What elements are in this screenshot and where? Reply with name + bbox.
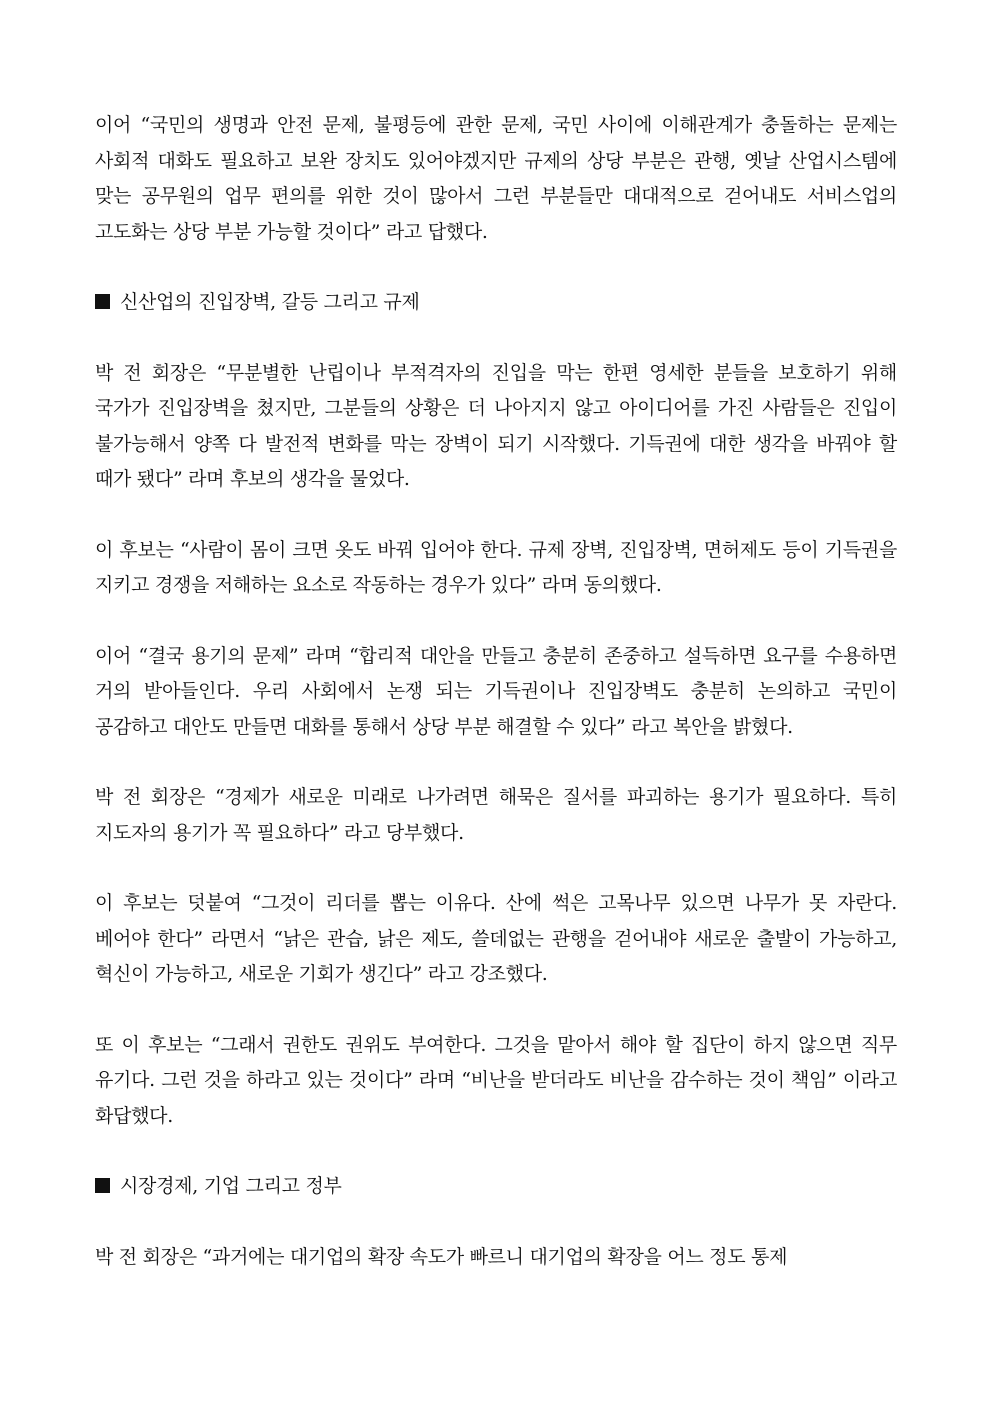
section-heading-text: 시장경제, 기업 그리고 정부 [120,1175,342,1197]
paragraph: 박 전 회장은 “경제가 새로운 미래로 나가려면 해묵은 질서를 파괴하는 용기가 필요하다. 특히 지도자의 용기가 꼭 필요하다” 라고 당부했다. [95,786,897,844]
section-heading [95,285,897,321]
paragraph: 박 전 회장은 “과거에는 대기업의 확장 속도가 빠르니 대기업의 확장을 어느 정도 통제 [95,1245,788,1268]
paragraph: 이 후보는 덧붙여 “그것이 리더를 뽑는 이유다. 산에 썩은 고목나무 있으면 나무가 못 자란다. 베어야 한다” 라면서 “낡은 관습, 낡은 제도, 쓸데없는 관행을 걷어내야 새로운 출발이 가능하고, 혁신이 가능하고, 새로운 기회가 생긴다” 라고 강조했다. [95,892,897,985]
square-bullet-icon [95,294,110,309]
section-heading [95,1169,897,1205]
document-page [95,108,897,1310]
paragraph: 이 후보는 “사람이 몸이 크면 옷도 바꿔 입어야 한다. 규제 장벽, 진입장벽, 면허제도 등이 기득권을 지키고 경쟁을 저해하는 요소로 작동하는 경우가 있다” 라며 동의했다. [95,538,897,596]
paragraph: 이어 “결국 용기의 문제” 라며 “합리적 대안을 만들고 충분히 존중하고 설득하면 요구를 수용하면 거의 받아들인다. 우리 사회에서 논쟁 되는 기득권이나 진입장벽도 충분히 논의하고 국민이 공감하고 대안도 만들면 대화를 통해서 상당 부분 해결할 수 있다” 라고 복안을 밝혔다. [95,644,897,738]
square-bullet-icon [95,1178,110,1193]
section-heading-text: 신산업의 진입장벽, 갈등 그리고 규제 [120,291,420,313]
paragraph: 또 이 후보는 “그래서 권한도 권위도 부여한다. 그것을 맡아서 해야 할 집단이 하지 않으면 직무 유기다. 그런 것을 하라고 있는 것이다” 라며 “비난을 받더라도 비난을 감수하는 것이 책임” 이라고 화답했다. [95,1033,897,1127]
paragraph: 이어 “국민의 생명과 안전 문제, 불평등에 관한 문제, 국민 사이에 이해관계가 충돌하는 문제는 사회적 대화도 필요하고 보완 장치도 있어야겠지만 규제의 상당 부분은 관행, 옛날 산업시스템에 맞는 공무원의 업무 편의를 위한 것이 많아서 그런 부분들만 대대적으로 걷어내도 서비스업의 고도화는 상당 부분 가능할 것이다” 라고 답했다. [95,114,897,243]
paragraph: 박 전 회장은 “무분별한 난립이나 부적격자의 진입을 막는 한편 영세한 분들을 보호하기 위해 국가가 진입장벽을 쳤지만, 그분들의 상황은 더 나아지지 않고 아이디어를 가진 사람들은 진입이 불가능해서 양쪽 다 발전적 변화를 막는 장벽이 되기 시작했다. 기득권에 대한 생각을 바꿔야 할 때가 됐다” 라며 후보의 생각을 물었다. [95,361,897,490]
